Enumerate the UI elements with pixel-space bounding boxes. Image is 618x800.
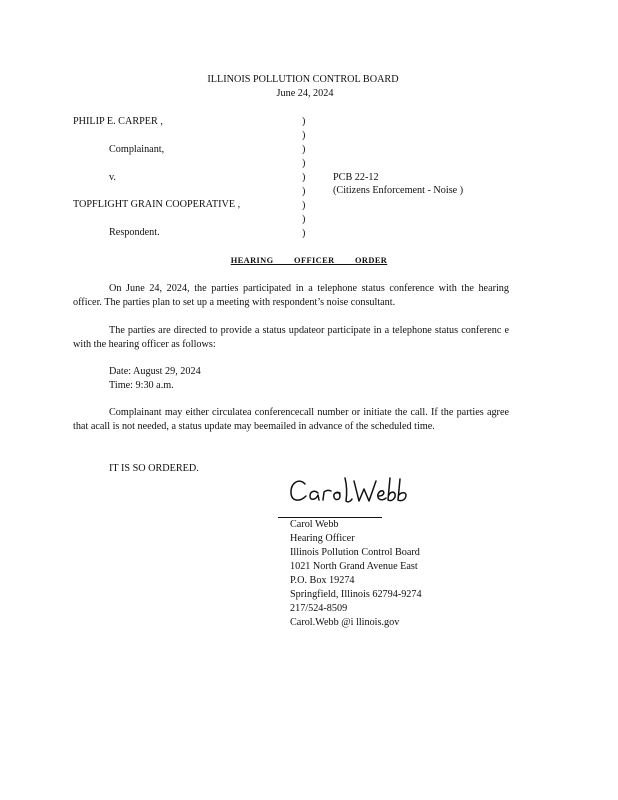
- schedule-date: Date: August 29, 2024: [109, 366, 201, 377]
- order-title: HEARING OFFICER ORDER: [230, 256, 388, 265]
- agency-heading: ILLINOIS POLLUTION CONTROL BOARD: [207, 74, 399, 85]
- paragraph-status-conference: On June 24, 2024, the parties participated in a telephone status conference with the hearing officer. The parties plan to set up a meeting with respondent’s noise consultant.: [73, 283, 509, 308]
- caption-paren: ): [302, 186, 306, 197]
- schedule-time: Time: 9:30 a.m.: [109, 380, 174, 391]
- signer-street: 1021 North Grand Avenue East: [290, 561, 418, 572]
- caption-paren: ): [302, 116, 306, 127]
- respondent-role: Respondent.: [109, 227, 160, 238]
- handwritten-signature: [288, 474, 413, 510]
- closing-statement: IT IS SO ORDERED.: [109, 463, 199, 474]
- signer-phone: 217/524-8509: [290, 603, 348, 614]
- case-type: (Citizens Enforcement - Noise ): [333, 185, 464, 196]
- signer-organization: Illinois Pollution Control Board: [290, 547, 420, 558]
- caption-paren: ): [302, 130, 306, 141]
- signer-city: Springfield, Illinois 62794-9274: [290, 589, 422, 600]
- caption-paren: ): [302, 172, 306, 183]
- signature-line: [278, 517, 382, 518]
- respondent-name: TOPFLIGHT GRAIN COOPERATIVE ,: [73, 199, 241, 210]
- order-date: June 24, 2024: [276, 88, 334, 99]
- signer-pobox: P.O. Box 19274: [290, 575, 355, 586]
- caption-paren: ): [302, 144, 306, 155]
- caption-paren: ): [302, 214, 306, 225]
- caption-paren: ): [302, 158, 306, 169]
- signer-title: Hearing Officer: [290, 533, 355, 544]
- signer-name: Carol Webb: [290, 519, 339, 530]
- versus-label: v.: [109, 172, 116, 183]
- caption-paren: ): [302, 228, 306, 239]
- caption-paren: ): [302, 200, 306, 211]
- paragraph-call-instructions: Complainant may either circulatea conferencecall number or initiate the call. If the parties agree that acall is not needed, a status update may beemailed in advance of the scheduled time.: [73, 407, 509, 432]
- case-number: PCB 22-12: [333, 172, 379, 183]
- signer-email: Carol.Webb @i llinois.gov: [290, 617, 400, 628]
- paragraph-directive: The parties are directed to provide a status updateor participate in a telephone status conferenc e with the hearing officer as follows:: [73, 325, 509, 350]
- complainant-name: PHILIP E. CARPER ,: [73, 116, 163, 127]
- complainant-role: Complainant,: [109, 144, 165, 155]
